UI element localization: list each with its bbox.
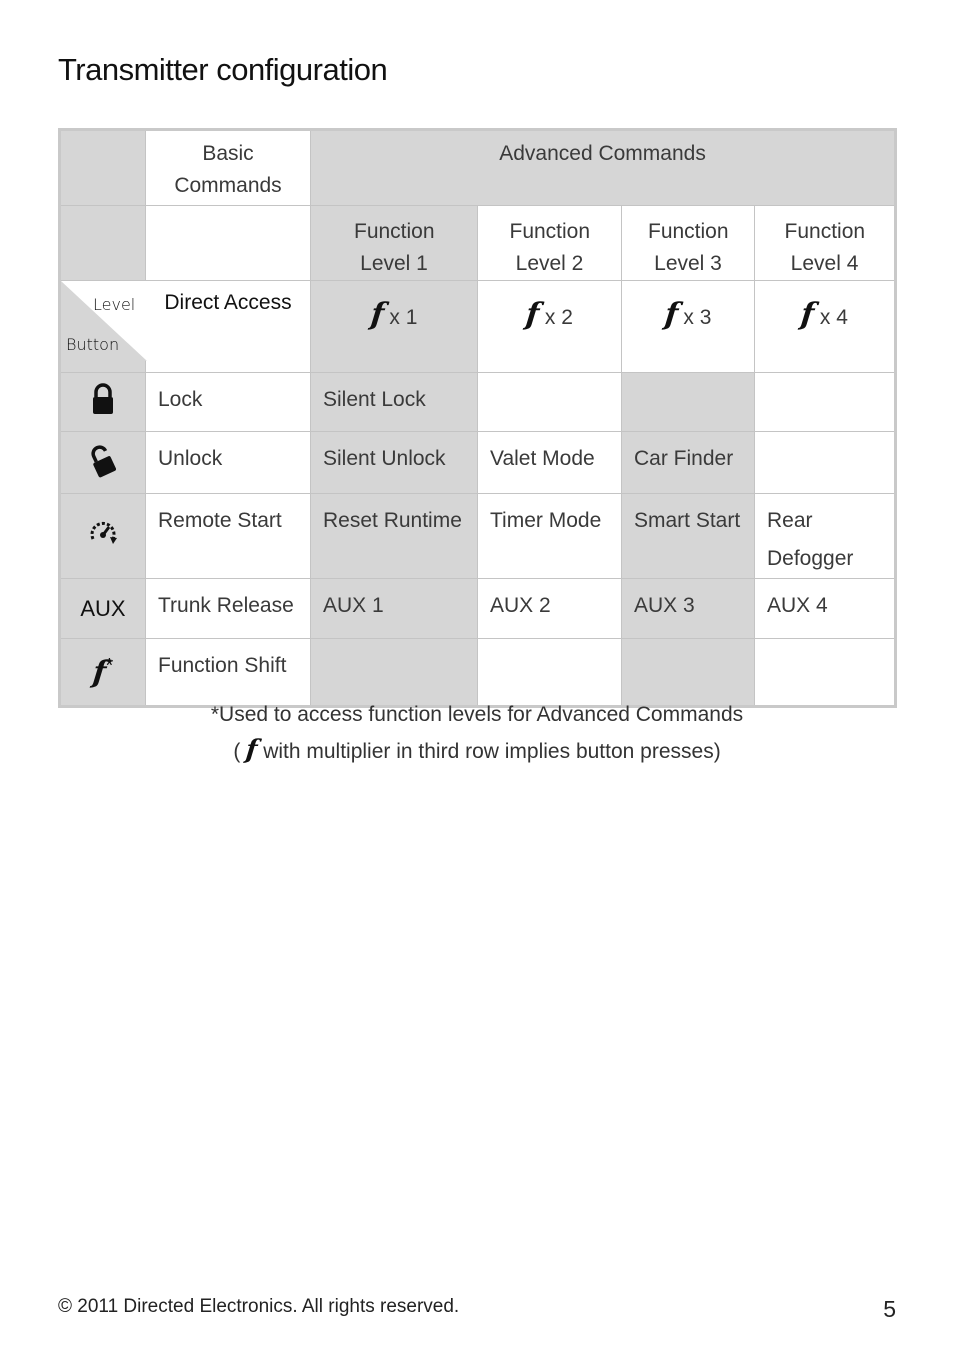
rear-defogger-label: Rear Defogger [767,509,854,570]
multiplier-3-cell [622,281,755,373]
level2-cell: Timer Mode [478,494,622,579]
function-icon: f [90,654,108,690]
footnote-line-1: *Used to access function levels for Advanced Commands [210,703,744,726]
level-blank-cell [60,206,146,281]
level-blank-basic-cell [146,206,311,281]
function-level-2-label: Function Level 2 [509,220,591,275]
direct-access-label: Direct Access [164,291,292,314]
multiplier-4: x 4 [819,306,848,329]
level1-cell: Reset Runtime [311,494,478,579]
footnote-paren: ( [233,740,241,763]
level2-cell [478,373,622,432]
multiplier-2: x 2 [544,306,573,329]
function-level-2-header [478,206,622,281]
footnote-line-2 [0,735,954,765]
remote-start-icon [88,518,118,548]
basic-commands-header [146,130,311,206]
footnote-text: with multiplier in third row implies button presses) [263,740,721,763]
level1-cell: AUX 1 [311,579,478,639]
remote-start-button-cell [60,494,146,579]
corner-button-label: Button [66,335,120,354]
level2-cell [478,639,622,707]
level3-cell: Smart Start [622,494,755,579]
function-button-cell [60,639,146,707]
function-level-4-label: Function Level 4 [784,220,866,275]
level3-cell [622,639,755,707]
function-level-3-label: Function Level 3 [648,220,729,275]
multiplier-1-cell [311,281,478,373]
lock-icon [91,382,115,416]
table-row [60,373,896,432]
basic-cell: Lock [146,373,311,432]
transmitter-config-table [58,128,897,708]
table-row [60,579,896,639]
level4-cell [755,373,896,432]
level2-cell: AUX 2 [478,579,622,639]
advanced-commands-label: Advanced Commands [499,142,706,165]
page-number: 5 [883,1296,896,1322]
page-title: Transmitter configuration [58,52,388,87]
unlock-icon [90,442,116,478]
corner-level-label: Level [93,295,136,314]
level4-cell: AUX 4 [755,579,896,639]
lock-button-cell [60,373,146,432]
table-row [60,639,896,707]
level-button-corner [60,281,146,373]
multiplier-2-cell [478,281,622,373]
function-icon: f [244,735,259,765]
function-icon: f [524,297,541,332]
basic-cell: Unlock [146,432,311,494]
header-blank-cell [60,130,146,206]
level1-cell [311,639,478,707]
function-star: * [105,654,114,677]
table-row [60,432,896,494]
table-row [60,494,896,579]
level1-cell: Silent Lock [311,373,478,432]
function-level-1-header [311,206,478,281]
direct-access-cell [146,281,311,373]
level1-cell: Silent Unlock [311,432,478,494]
basic-cell: Function Shift [146,639,311,707]
function-icon: f [662,297,680,332]
unlock-button-cell [60,432,146,494]
aux-button-label: AUX [80,595,126,621]
level4-cell [755,432,896,494]
level4-cell [755,494,896,579]
function-level-1-label: Function Level 1 [354,220,435,275]
basic-cell: Trunk Release [146,579,311,639]
copyright: © 2011 Directed Electronics. All rights reserved. [58,1296,460,1317]
function-level-4-header [755,206,896,281]
multiplier-1: x 1 [389,306,418,329]
level3-cell: Car Finder [622,432,755,494]
multiplier-3: x 3 [683,306,712,329]
function-icon: f [368,297,386,332]
advanced-commands-header [311,130,896,206]
multiplier-4-cell [755,281,896,373]
level3-cell: AUX 3 [622,579,755,639]
level3-cell [622,373,755,432]
function-icon: f [799,297,816,332]
level2-cell: Valet Mode [478,432,622,494]
function-level-3-header [622,206,755,281]
basic-cell: Remote Start [146,494,311,579]
aux-button-cell [60,579,146,639]
level4-cell [755,639,896,707]
basic-commands-label: Basic Commands [174,142,282,197]
